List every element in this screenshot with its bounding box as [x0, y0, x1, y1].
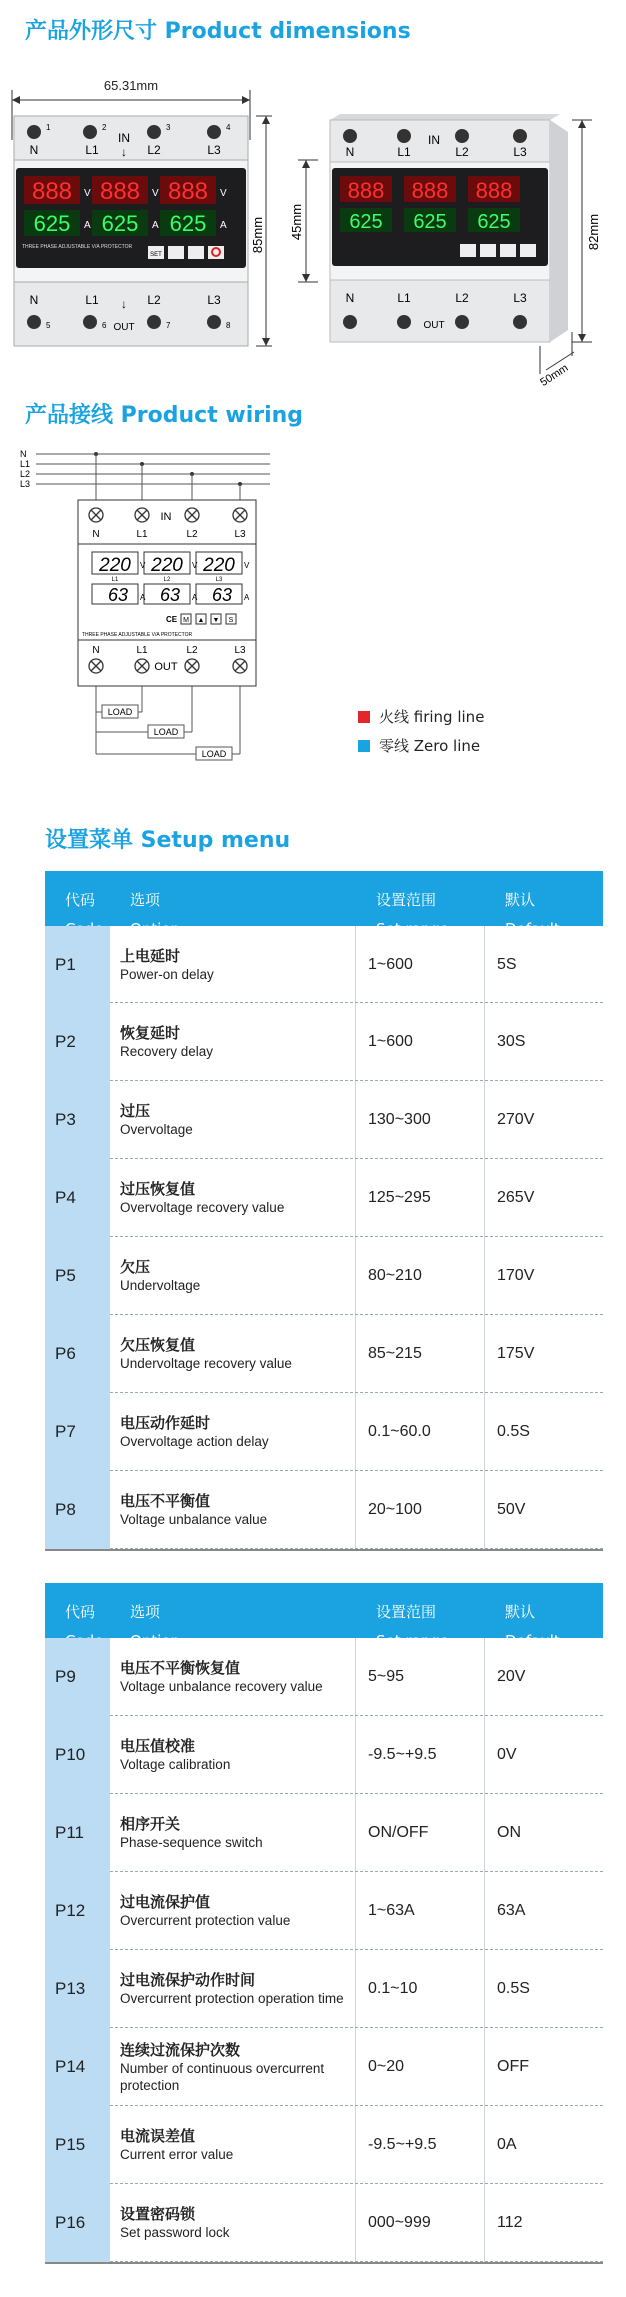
- param-range: 85~215: [356, 1315, 485, 1393]
- option-en: Number of continuous overcurrent protection: [120, 2060, 325, 2093]
- option-zh: 电压不平衡值: [120, 1492, 211, 1510]
- svg-text:V: V: [244, 561, 250, 570]
- param-range: 000~999: [356, 2184, 485, 2262]
- svg-text:A: A: [244, 593, 250, 602]
- param-option: [110, 1638, 356, 1716]
- param-option: [110, 1471, 356, 1549]
- option-en: Overcurrent protection value: [120, 1913, 291, 1928]
- wiring-diagram: [0, 440, 340, 770]
- option-zh: 欠压恢复值: [120, 1336, 196, 1354]
- table-row: [45, 1003, 603, 1081]
- option-zh: 设置密码锁: [120, 2205, 196, 2223]
- svg-text:L1: L1: [397, 291, 411, 305]
- svg-text:N: N: [345, 145, 355, 159]
- param-default: 0A: [497, 2136, 517, 2153]
- option-zh: 过压: [120, 1102, 151, 1120]
- option-zh: 连续过流保护次数: [120, 2040, 241, 2059]
- param-range: 0.1~10: [356, 1950, 485, 2028]
- param-code: P15: [45, 2106, 110, 2184]
- table-row: [45, 1393, 603, 1471]
- svg-text:L2: L2: [186, 645, 198, 656]
- option-en: Recovery delay: [120, 1044, 214, 1059]
- bus-lines: [20, 449, 270, 506]
- option-en: Set password lock: [120, 2225, 230, 2240]
- svg-text:CE: CE: [166, 615, 178, 624]
- option-zh: 过压恢复值: [120, 1180, 196, 1198]
- param-option: [110, 1872, 356, 1950]
- height-dimension-left: [250, 116, 272, 346]
- svg-text:N: N: [20, 449, 27, 459]
- param-default: 5S: [497, 955, 517, 973]
- wiring-voltage-2: 220: [151, 555, 183, 576]
- wiring-voltage-1: 220: [99, 555, 131, 576]
- table-header: 代码 选项 Option 设置范围 Set range 默认 Default: [45, 1583, 603, 1638]
- option-en: Undervoltage recovery value: [120, 1356, 292, 1371]
- param-code: P16: [45, 2184, 110, 2262]
- wiring-brand-text: THREE PHASE ADJUSTABLE V/A PROTECTOR: [82, 632, 193, 638]
- table-row: [45, 2184, 603, 2262]
- table-row: [45, 2106, 603, 2184]
- svg-text:45mm: 45mm: [289, 203, 304, 241]
- svg-text:L3: L3: [234, 645, 246, 656]
- param-range: 1~600: [356, 926, 485, 1003]
- option-en: Overvoltage: [120, 1122, 193, 1137]
- option-zh: 电压动作延时: [120, 1414, 211, 1432]
- svg-text:LOAD: LOAD: [153, 727, 179, 737]
- svg-text:N: N: [29, 293, 39, 307]
- table-row: [45, 2028, 603, 2106]
- wiring-voltage-3: 220: [203, 555, 235, 576]
- svg-text:L3: L3: [513, 145, 527, 159]
- svg-text:888: 888: [411, 178, 449, 203]
- wiring-current-2: 63: [159, 585, 181, 605]
- svg-text:▲: ▲: [197, 617, 205, 624]
- svg-text:1: 1: [46, 123, 51, 132]
- option-en: Voltage calibration: [120, 1757, 231, 1772]
- param-default: 30S: [497, 1033, 526, 1050]
- table-row: [45, 1315, 603, 1393]
- svg-text:A: A: [152, 220, 159, 231]
- param-default: 0.5S: [497, 1423, 530, 1440]
- svg-text:V: V: [140, 561, 146, 570]
- param-range: 1~63A: [356, 1872, 485, 1950]
- svg-text:IN: IN: [428, 133, 440, 147]
- option-zh: 过电流保护动作时间: [120, 1971, 256, 1989]
- svg-text:625: 625: [349, 211, 383, 233]
- param-code: P2: [45, 1003, 110, 1081]
- svg-text:8: 8: [226, 321, 231, 330]
- param-range: 1~600: [356, 1003, 485, 1081]
- param-default: 175V: [497, 1345, 535, 1362]
- param-default: 112: [497, 2214, 523, 2231]
- voltage-display-1: 888: [31, 178, 73, 205]
- param-option: [110, 1794, 356, 1872]
- svg-text:82mm: 82mm: [586, 213, 601, 251]
- option-zh: 电压值校准: [120, 1737, 196, 1755]
- option-en: Overvoltage action delay: [120, 1434, 269, 1449]
- option-zh: 上电延时: [120, 946, 181, 965]
- param-option: [110, 1237, 356, 1315]
- param-default: 170V: [497, 1267, 535, 1284]
- firing-line-swatch: [358, 711, 370, 723]
- svg-text:L3: L3: [20, 479, 31, 489]
- svg-text:SET: SET: [150, 252, 162, 258]
- svg-text:6: 6: [102, 321, 107, 330]
- param-option: [110, 1393, 356, 1471]
- svg-text:IN: IN: [160, 511, 172, 523]
- device-front: [14, 116, 248, 346]
- option-zh: 相序开关: [120, 1815, 181, 1833]
- param-option: [110, 1081, 356, 1159]
- param-option: [110, 2028, 356, 2106]
- svg-text:N: N: [92, 645, 100, 656]
- param-range: 125~295: [356, 1159, 485, 1237]
- param-default: OFF: [497, 2058, 529, 2075]
- load-wiring: [96, 686, 240, 754]
- param-option: [110, 2184, 356, 2262]
- svg-text:625: 625: [477, 211, 511, 233]
- legend-firing-line: 火线 firing line: [358, 706, 484, 727]
- param-default: 270V: [497, 1111, 535, 1128]
- dimensions-illustration: [0, 60, 626, 400]
- setup-table-2: [45, 1583, 603, 2264]
- param-code: P12: [45, 1872, 110, 1950]
- svg-text:A: A: [220, 220, 227, 231]
- top-terminal-l1: L1: [85, 143, 99, 157]
- svg-text:888: 888: [475, 178, 513, 203]
- section-title-wiring: 产品接线 Product wiring: [25, 403, 304, 428]
- svg-text:▼: ▼: [212, 617, 220, 624]
- in-label: IN: [118, 131, 130, 145]
- svg-text:OUT: OUT: [423, 320, 445, 331]
- out-label: OUT: [113, 322, 135, 333]
- svg-text:3: 3: [166, 123, 171, 132]
- svg-text:↓: ↓: [121, 297, 127, 311]
- param-default: 265V: [497, 1189, 535, 1206]
- param-option: [110, 1315, 356, 1393]
- param-range: -9.5~+9.5: [356, 1716, 485, 1794]
- option-zh: 电压不平衡恢复值: [120, 1659, 241, 1677]
- wiring-current-1: 63: [107, 585, 129, 605]
- voltage-display-2: 888: [99, 178, 141, 205]
- table-row: [45, 1159, 603, 1237]
- current-display-3: 625: [169, 211, 207, 236]
- param-option: [110, 1003, 356, 1081]
- svg-text:L1: L1: [111, 577, 119, 583]
- param-range: 0.1~60.0: [356, 1393, 485, 1471]
- param-code: P7: [45, 1393, 110, 1471]
- svg-text:L1: L1: [20, 459, 31, 469]
- option-en: Current error value: [120, 2147, 234, 2162]
- section-title-dimensions: 产品外形尺寸 Product dimensions: [25, 19, 411, 44]
- param-default: 50V: [497, 1501, 526, 1518]
- table-header: 代码 选项 Option 设置范围 Set range 默认 Default: [45, 871, 603, 926]
- param-code: P14: [45, 2028, 110, 2106]
- param-code: P9: [45, 1638, 110, 1716]
- param-code: P11: [45, 1794, 110, 1872]
- svg-text:7: 7: [166, 321, 171, 330]
- option-en: Undervoltage: [120, 1278, 201, 1293]
- svg-text:N: N: [345, 291, 355, 305]
- param-code: P3: [45, 1081, 110, 1159]
- param-option: [110, 1716, 356, 1794]
- svg-text:L2: L2: [455, 291, 469, 305]
- param-range: 5~95: [356, 1638, 485, 1716]
- param-range: -9.5~+9.5: [356, 2106, 485, 2184]
- wiring-device: [78, 500, 256, 686]
- svg-text:N: N: [92, 529, 100, 540]
- param-code: P6: [45, 1315, 110, 1393]
- svg-text:2: 2: [102, 123, 107, 132]
- param-default: ON: [497, 1824, 521, 1841]
- table-row: [45, 1638, 603, 1716]
- option-en: Voltage unbalance value: [120, 1512, 268, 1527]
- svg-text:V: V: [84, 188, 91, 199]
- svg-text:OUT: OUT: [154, 661, 178, 673]
- svg-text:888: 888: [347, 178, 385, 203]
- option-zh: 恢复延时: [120, 1024, 181, 1042]
- param-default: 0V: [497, 1746, 517, 1763]
- width-label: 65.31mm: [103, 78, 159, 93]
- table-row: [45, 926, 603, 1003]
- option-zh: 欠压: [120, 1258, 151, 1276]
- wiring-current-3: 63: [211, 585, 233, 605]
- param-range: 80~210: [356, 1237, 485, 1315]
- current-display-2: 625: [101, 211, 139, 236]
- param-code: P8: [45, 1471, 110, 1549]
- table-row: [45, 1950, 603, 2028]
- svg-text:50mm: 50mm: [538, 362, 571, 389]
- param-code: P4: [45, 1159, 110, 1237]
- height-dimension-right: [572, 120, 601, 342]
- svg-text:L3: L3: [207, 293, 221, 307]
- height-dimension-inner: [289, 160, 318, 282]
- legend-zero-line: 零线 Zero line: [358, 735, 480, 756]
- svg-text:L3: L3: [234, 529, 246, 540]
- param-option: [110, 926, 356, 1003]
- param-range: 130~300: [356, 1081, 485, 1159]
- svg-text:A: A: [192, 593, 198, 602]
- svg-text:A: A: [84, 220, 91, 231]
- svg-text:V: V: [220, 188, 227, 199]
- svg-text:A: A: [140, 593, 146, 602]
- top-terminal-n: N: [29, 143, 39, 157]
- param-default: 63A: [497, 1902, 526, 1919]
- table-row: [45, 1471, 603, 1549]
- table-row: [45, 1716, 603, 1794]
- current-display-1: 625: [33, 211, 71, 236]
- option-en: Power-on delay: [120, 966, 214, 982]
- svg-text:L1: L1: [397, 145, 411, 159]
- param-default: 20V: [497, 1668, 526, 1685]
- section-title-setup: 设置菜单 Setup menu: [45, 828, 291, 853]
- svg-text:V: V: [192, 561, 198, 570]
- voltage-display-3: 888: [167, 178, 209, 205]
- table-row: [45, 1081, 603, 1159]
- svg-text:625: 625: [413, 211, 447, 233]
- top-terminal-l2: L2: [147, 143, 161, 157]
- device-perspective: [330, 114, 568, 342]
- option-en: Phase-sequence switch: [120, 1835, 263, 1850]
- svg-text:LOAD: LOAD: [107, 707, 133, 717]
- setup-table-1: [45, 871, 603, 1551]
- table-row: [45, 1237, 603, 1315]
- param-default: 0.5S: [497, 1980, 530, 1997]
- svg-text:LOAD: LOAD: [201, 749, 227, 759]
- param-code: P1: [45, 926, 110, 1003]
- top-terminal-l3: L3: [207, 143, 221, 157]
- svg-text:L2: L2: [163, 577, 171, 583]
- svg-text:4: 4: [226, 123, 231, 132]
- svg-text:L2: L2: [186, 529, 198, 540]
- param-code: P5: [45, 1237, 110, 1315]
- zero-line-swatch: [358, 740, 370, 752]
- svg-text:L1: L1: [136, 645, 148, 656]
- option-en: Overvoltage recovery value: [120, 1200, 285, 1215]
- option-en: Voltage unbalance recovery value: [120, 1679, 323, 1694]
- svg-text:L1: L1: [85, 293, 99, 307]
- svg-text:L1: L1: [136, 529, 148, 540]
- svg-text:S: S: [228, 617, 234, 624]
- param-code: P10: [45, 1716, 110, 1794]
- param-range: ON/OFF: [356, 1794, 485, 1872]
- param-range: 20~100: [356, 1471, 485, 1549]
- param-option: [110, 2106, 356, 2184]
- svg-text:L2: L2: [455, 145, 469, 159]
- option-zh: 电流误差值: [120, 2127, 196, 2145]
- svg-text:85mm: 85mm: [250, 216, 265, 254]
- param-option: [110, 1159, 356, 1237]
- device-brand-text: THREE PHASE ADJUSTABLE V/A PROTECTOR: [22, 244, 133, 250]
- svg-text:L3: L3: [215, 577, 223, 583]
- svg-text:M: M: [183, 617, 189, 624]
- param-code: P13: [45, 1950, 110, 2028]
- param-range: 0~20: [356, 2028, 485, 2106]
- param-option: [110, 1950, 356, 2028]
- svg-text:5: 5: [46, 321, 51, 330]
- svg-text:V: V: [152, 188, 159, 199]
- option-en: Overcurrent protection operation time: [120, 1991, 344, 2006]
- table-row: [45, 1794, 603, 1872]
- table-row: [45, 1872, 603, 1950]
- svg-text:↓: ↓: [121, 145, 127, 159]
- svg-text:L2: L2: [147, 293, 161, 307]
- svg-text:L3: L3: [513, 291, 527, 305]
- option-zh: 过电流保护值: [120, 1893, 211, 1911]
- svg-text:L2: L2: [20, 469, 31, 479]
